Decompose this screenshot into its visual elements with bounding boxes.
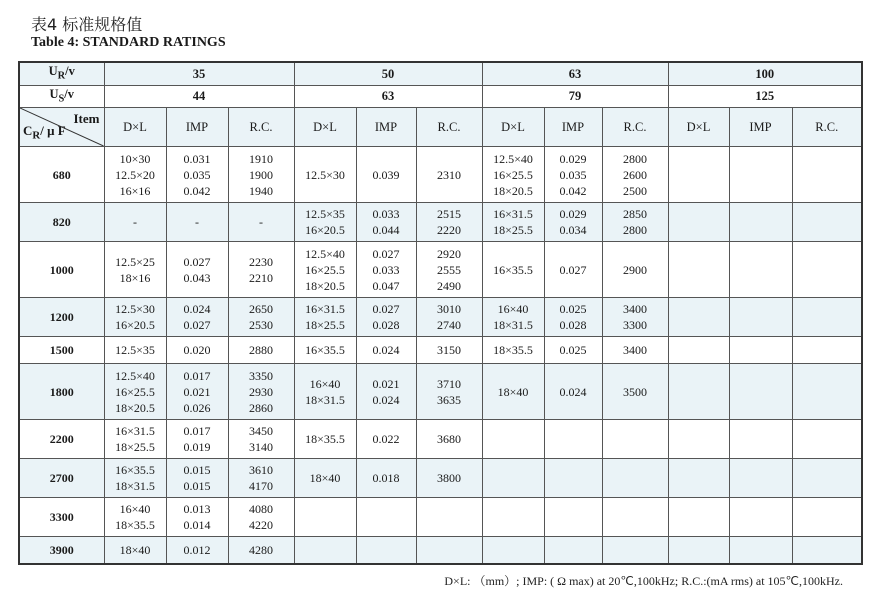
dimension-value: 18×25.5 <box>115 440 155 454</box>
dimension-value: 16×31.5 <box>115 424 155 438</box>
impedance-value: 0.044 <box>372 223 400 237</box>
ripple-current-value: 2800 <box>623 151 647 166</box>
impedance-value: 0.015 <box>183 479 211 493</box>
ripple-current-value: 3710 <box>437 376 461 391</box>
ripple-current-value: 1940 <box>249 183 273 198</box>
impedance-cell <box>544 337 602 364</box>
impedance-cell <box>544 498 602 537</box>
capacitance-cell: 3300 <box>19 498 104 537</box>
rc-header: R.C. <box>792 108 862 147</box>
ripple-current-value: 3010 <box>437 302 461 316</box>
impedance-cell <box>356 364 416 420</box>
standard-ratings-table <box>18 61 863 565</box>
impedance-value: 0.025 <box>559 302 587 316</box>
impedance-cell <box>166 498 228 537</box>
ripple-current-value: 4280 <box>249 543 273 557</box>
capacitance-cell: 1500 <box>19 337 104 364</box>
impedance-cell <box>729 147 792 203</box>
dimension-cell <box>104 537 166 565</box>
ripple-current-value: 2310 <box>437 167 461 182</box>
ripple-current-value: 2650 <box>249 302 273 316</box>
imp-header: IMP <box>166 108 228 147</box>
ripple-current-cell <box>792 337 862 364</box>
dl-header: D×L <box>482 108 544 147</box>
capacitance-cell: 1800 <box>19 364 104 420</box>
dimension-value: 16×16 <box>119 183 151 198</box>
impedance-value: 0.039 <box>372 167 400 182</box>
ripple-current-cell <box>602 298 668 337</box>
ripple-current-value: 3500 <box>623 384 647 399</box>
dimension-value: 16×35.5 <box>305 343 345 357</box>
impedance-cell <box>356 242 416 298</box>
dl-header: D×L <box>668 108 729 147</box>
impedance-cell <box>729 537 792 565</box>
capacitance-cell: 2200 <box>19 420 104 459</box>
ripple-current-value: 2530 <box>249 318 273 332</box>
ripple-current-value: 2880 <box>249 343 273 357</box>
dimension-value: 16×25.5 <box>305 262 345 277</box>
dimension-value: 16×25.5 <box>493 167 533 182</box>
impedance-cell <box>544 537 602 565</box>
dimension-value: 18×35.5 <box>305 432 345 446</box>
dimension-cell <box>104 337 166 364</box>
dimension-cell <box>294 537 356 565</box>
impedance-cell <box>729 498 792 537</box>
impedance-value: 0.029 <box>559 151 587 166</box>
dimension-cell <box>294 364 356 420</box>
ur-value: 63 <box>482 62 668 85</box>
dimension-cell <box>668 203 729 242</box>
impedance-cell <box>356 498 416 537</box>
ripple-current-value: 2500 <box>623 183 647 198</box>
dimension-cell <box>294 459 356 498</box>
table-row <box>19 420 862 459</box>
dimension-value: 16×35.5 <box>115 463 155 477</box>
ur-value: 35 <box>104 62 294 85</box>
impedance-value: 0.012 <box>183 543 211 557</box>
ripple-current-cell <box>228 337 294 364</box>
ripple-current-cell <box>228 420 294 459</box>
ripple-current-cell <box>228 203 294 242</box>
capacitance-cell: 3900 <box>19 537 104 565</box>
impedance-value: 0.047 <box>372 278 400 293</box>
ripple-current-value: 2900 <box>623 262 647 277</box>
title-chinese: 表4 标准规格值 <box>31 15 143 34</box>
impedance-value: 0.015 <box>183 463 211 477</box>
ripple-current-value: 3400 <box>623 343 647 357</box>
impedance-cell <box>729 459 792 498</box>
impedance-value: 0.017 <box>183 368 211 383</box>
cr-label: $C_R/$ μ F <box>23 123 66 142</box>
impedance-cell <box>729 242 792 298</box>
impedance-value: 0.024 <box>372 343 400 357</box>
dimension-value: - <box>133 215 137 229</box>
impedance-value: 0.017 <box>183 424 211 438</box>
impedance-value: 0.014 <box>183 518 211 532</box>
ripple-current-value: 3800 <box>437 471 461 485</box>
dl-header: D×L <box>104 108 166 147</box>
dimension-value: 12.5×25 <box>115 254 155 269</box>
title-english: Table 4: STANDARD RATINGS <box>31 35 226 50</box>
dimension-cell <box>294 242 356 298</box>
ripple-current-cell <box>416 147 482 203</box>
ripple-current-value: 2860 <box>249 400 273 415</box>
ripple-current-cell <box>228 537 294 565</box>
ripple-current-value: 2515 <box>437 207 461 221</box>
imp-header: IMP <box>729 108 792 147</box>
ripple-current-cell <box>228 147 294 203</box>
dimension-cell <box>668 242 729 298</box>
dimension-cell <box>668 537 729 565</box>
ripple-current-value: 4080 <box>249 502 273 516</box>
dimension-cell <box>482 147 544 203</box>
ripple-current-cell <box>416 364 482 420</box>
table-row <box>19 147 862 203</box>
capacitance-cell: 1000 <box>19 242 104 298</box>
dimension-value: 18×31.5 <box>493 318 533 332</box>
ripple-current-cell <box>416 298 482 337</box>
rc-header: R.C. <box>602 108 668 147</box>
impedance-cell <box>166 203 228 242</box>
ripple-current-value: 1900 <box>249 167 273 182</box>
impedance-value: 0.033 <box>372 262 400 277</box>
impedance-cell <box>729 337 792 364</box>
dimension-value: 18×25.5 <box>305 318 345 332</box>
ripple-current-cell <box>416 459 482 498</box>
impedance-value: 0.028 <box>559 318 587 332</box>
impedance-cell <box>729 420 792 459</box>
ripple-current-cell <box>792 364 862 420</box>
imp-header: IMP <box>356 108 416 147</box>
ripple-current-cell <box>602 203 668 242</box>
us-value: 125 <box>668 85 862 108</box>
ripple-current-cell <box>228 242 294 298</box>
dimension-cell <box>482 337 544 364</box>
dimension-value: 16×40 <box>309 376 341 391</box>
impedance-value: 0.034 <box>559 223 587 237</box>
impedance-value: 0.042 <box>183 183 211 198</box>
ripple-current-cell <box>792 242 862 298</box>
impedance-cell <box>166 298 228 337</box>
dimension-value: 18×20.5 <box>305 278 345 293</box>
dimension-cell <box>294 147 356 203</box>
table-row <box>19 459 862 498</box>
dimension-value: 18×25.5 <box>493 223 533 237</box>
impedance-cell <box>729 298 792 337</box>
dimension-cell <box>668 498 729 537</box>
dimension-value: 18×20.5 <box>115 400 155 415</box>
dimension-cell <box>482 364 544 420</box>
dimension-cell <box>482 459 544 498</box>
impedance-value: 0.035 <box>559 167 587 182</box>
ripple-current-value: 2930 <box>249 384 273 399</box>
dimension-cell <box>294 498 356 537</box>
ripple-current-cell <box>792 537 862 565</box>
dimension-value: 12.5×30 <box>115 302 155 316</box>
impedance-cell <box>166 147 228 203</box>
dimension-value: 18×35.5 <box>493 343 533 357</box>
impedance-value: 0.027 <box>559 262 587 277</box>
rc-header: R.C. <box>416 108 482 147</box>
capacitance-cell: 680 <box>19 147 104 203</box>
impedance-cell <box>544 420 602 459</box>
ripple-current-value: 2800 <box>623 223 647 237</box>
dimension-value: 18×40 <box>309 471 341 485</box>
dimension-cell <box>294 203 356 242</box>
ripple-current-value: 2490 <box>437 278 461 293</box>
ripple-current-value: 1910 <box>249 151 273 166</box>
capacitance-cell: 1200 <box>19 298 104 337</box>
ripple-current-value: 3300 <box>623 318 647 332</box>
dimension-cell <box>482 242 544 298</box>
table-row <box>19 242 862 298</box>
dimension-cell <box>482 420 544 459</box>
dimension-value: 12.5×30 <box>305 167 345 182</box>
impedance-cell <box>166 420 228 459</box>
dimension-value: 12.5×40 <box>305 246 345 261</box>
table-row <box>19 298 862 337</box>
impedance-value: 0.042 <box>559 183 587 198</box>
impedance-cell <box>729 203 792 242</box>
impedance-cell <box>166 337 228 364</box>
ripple-current-cell <box>228 298 294 337</box>
impedance-cell <box>166 537 228 565</box>
ripple-current-value: 2220 <box>437 223 461 237</box>
ripple-current-value: 3400 <box>623 302 647 316</box>
impedance-value: 0.020 <box>183 343 211 357</box>
dimension-value: 16×35.5 <box>493 262 533 277</box>
impedance-value: 0.018 <box>372 471 400 485</box>
ripple-current-cell <box>416 420 482 459</box>
ripple-current-cell <box>602 498 668 537</box>
impedance-value: - <box>195 215 199 229</box>
impedance-value: 0.027 <box>183 254 211 269</box>
dimension-value: 18×40 <box>119 543 151 557</box>
dimension-cell <box>668 459 729 498</box>
impedance-cell <box>166 364 228 420</box>
ripple-current-value: 3635 <box>437 392 461 407</box>
dimension-value: 18×16 <box>119 270 151 285</box>
impedance-cell <box>356 203 416 242</box>
impedance-cell <box>356 420 416 459</box>
table-row <box>19 364 862 420</box>
ripple-current-cell <box>416 337 482 364</box>
impedance-value: 0.027 <box>183 318 211 332</box>
ripple-current-value: 2740 <box>437 318 461 332</box>
impedance-value: 0.024 <box>372 392 400 407</box>
impedance-cell <box>544 147 602 203</box>
dimension-cell <box>482 298 544 337</box>
impedance-value: 0.021 <box>372 376 400 391</box>
ripple-current-cell <box>416 242 482 298</box>
table-row <box>19 498 862 537</box>
ripple-current-value: 2210 <box>249 270 273 285</box>
ripple-current-cell <box>792 420 862 459</box>
impedance-value: 0.033 <box>372 207 400 221</box>
imp-header: IMP <box>544 108 602 147</box>
impedance-value: 0.019 <box>183 440 211 454</box>
impedance-value: 0.035 <box>183 167 211 182</box>
ripple-current-value: 3450 <box>249 424 273 438</box>
impedance-value: 0.022 <box>372 432 400 446</box>
capacitance-cell: 2700 <box>19 459 104 498</box>
impedance-cell <box>356 298 416 337</box>
us-label: $U_S/v$ <box>19 85 104 108</box>
rated-voltage-row <box>19 62 862 85</box>
impedance-value: 0.013 <box>183 502 211 516</box>
ripple-current-value: 3610 <box>249 463 273 477</box>
ripple-current-value: 3350 <box>249 368 273 383</box>
dimension-cell <box>294 420 356 459</box>
ripple-current-cell <box>792 498 862 537</box>
ripple-current-cell <box>792 203 862 242</box>
item-label: Item <box>73 111 100 126</box>
units-footnote: D×L: （mm）; IMP: ( Ω max) at 20℃,100kHz; R.C.:(mA rms) at 105℃,100kHz. <box>444 574 843 588</box>
dimension-value: 18×20.5 <box>493 183 533 198</box>
ripple-current-cell <box>602 459 668 498</box>
ripple-current-value: 3680 <box>437 432 461 446</box>
dimension-value: 12.5×20 <box>115 167 155 182</box>
impedance-value: 0.024 <box>183 302 211 316</box>
dimension-cell <box>668 337 729 364</box>
ur-label: $U_R/v$ <box>19 62 104 85</box>
dimension-value: 12.5×35 <box>115 343 155 357</box>
impedance-cell <box>544 298 602 337</box>
ur-value: 100 <box>668 62 862 85</box>
ripple-current-cell <box>792 147 862 203</box>
ripple-current-value: 2230 <box>249 254 273 269</box>
impedance-value: 0.025 <box>559 343 587 357</box>
ripple-current-cell <box>602 364 668 420</box>
ripple-current-value: 3150 <box>437 343 461 357</box>
ripple-current-cell <box>228 498 294 537</box>
dimension-value: 12.5×40 <box>115 368 155 383</box>
column-header-row <box>19 108 862 147</box>
impedance-cell <box>356 147 416 203</box>
impedance-value: 0.029 <box>559 207 587 221</box>
dimension-value: 12.5×35 <box>305 207 345 221</box>
impedance-value: 0.031 <box>183 151 211 166</box>
ripple-current-cell <box>602 242 668 298</box>
table-row <box>19 537 862 565</box>
ripple-current-value: 2920 <box>437 246 461 261</box>
impedance-cell <box>166 459 228 498</box>
impedance-cell <box>166 242 228 298</box>
dimension-value: 18×35.5 <box>115 518 155 532</box>
impedance-cell <box>356 537 416 565</box>
dimension-cell <box>668 364 729 420</box>
table-row <box>19 203 862 242</box>
dimension-cell <box>104 298 166 337</box>
ur-value: 50 <box>294 62 482 85</box>
item-cr-header <box>19 108 104 147</box>
ripple-current-cell <box>416 203 482 242</box>
us-value: 44 <box>104 85 294 108</box>
impedance-cell <box>544 364 602 420</box>
ripple-current-cell <box>602 147 668 203</box>
dimension-cell <box>482 537 544 565</box>
dimension-cell <box>668 298 729 337</box>
ripple-current-value: 2600 <box>623 167 647 182</box>
dimension-cell <box>482 203 544 242</box>
dimension-cell <box>104 364 166 420</box>
dimension-cell <box>668 420 729 459</box>
ripple-current-value: 2850 <box>623 207 647 221</box>
dimension-cell <box>668 147 729 203</box>
capacitance-cell: 820 <box>19 203 104 242</box>
impedance-value: 0.043 <box>183 270 211 285</box>
ripple-current-cell <box>228 459 294 498</box>
dimension-value: 16×25.5 <box>115 384 155 399</box>
us-value: 79 <box>482 85 668 108</box>
impedance-cell <box>544 242 602 298</box>
table-row <box>19 337 862 364</box>
dimension-cell <box>104 147 166 203</box>
impedance-cell <box>544 459 602 498</box>
surge-voltage-row <box>19 85 862 108</box>
us-value: 63 <box>294 85 482 108</box>
impedance-cell <box>356 459 416 498</box>
ripple-current-value: - <box>259 215 263 229</box>
impedance-cell <box>356 337 416 364</box>
ripple-current-cell <box>792 459 862 498</box>
ripple-current-cell <box>416 537 482 565</box>
dimension-value: 18×31.5 <box>305 392 345 407</box>
impedance-value: 0.027 <box>372 302 400 316</box>
dimension-cell <box>104 420 166 459</box>
ripple-current-cell <box>228 364 294 420</box>
dimension-cell <box>104 498 166 537</box>
dimension-cell <box>294 337 356 364</box>
impedance-cell <box>544 203 602 242</box>
dimension-value: 16×40 <box>497 302 529 316</box>
ripple-current-cell <box>602 537 668 565</box>
dl-header: D×L <box>294 108 356 147</box>
dimension-cell <box>294 298 356 337</box>
dimension-value: 16×31.5 <box>493 207 533 221</box>
ripple-current-value: 4170 <box>249 479 273 493</box>
ripple-current-cell <box>792 298 862 337</box>
dimension-value: 18×40 <box>497 384 529 399</box>
dimension-value: 16×20.5 <box>115 318 155 332</box>
impedance-value: 0.027 <box>372 246 400 261</box>
ripple-current-value: 4220 <box>249 518 273 532</box>
dimension-cell <box>104 203 166 242</box>
dimension-value: 18×31.5 <box>115 479 155 493</box>
impedance-value: 0.021 <box>183 384 211 399</box>
ripple-current-cell <box>602 337 668 364</box>
impedance-value: 0.026 <box>183 400 211 415</box>
ripple-current-value: 3140 <box>249 440 273 454</box>
dimension-value: 12.5×40 <box>493 151 533 166</box>
dimension-cell <box>104 242 166 298</box>
dimension-value: 16×40 <box>119 502 151 516</box>
dimension-cell <box>482 498 544 537</box>
ripple-current-cell <box>416 498 482 537</box>
dimension-value: 10×30 <box>119 151 151 166</box>
dimension-cell <box>104 459 166 498</box>
impedance-value: 0.028 <box>372 318 400 332</box>
dimension-value: 16×20.5 <box>305 223 345 237</box>
ripple-current-cell <box>602 420 668 459</box>
dimension-value: 16×31.5 <box>305 302 345 316</box>
impedance-value: 0.024 <box>559 384 587 399</box>
rc-header: R.C. <box>228 108 294 147</box>
ripple-current-value: 2555 <box>437 262 461 277</box>
impedance-cell <box>729 364 792 420</box>
